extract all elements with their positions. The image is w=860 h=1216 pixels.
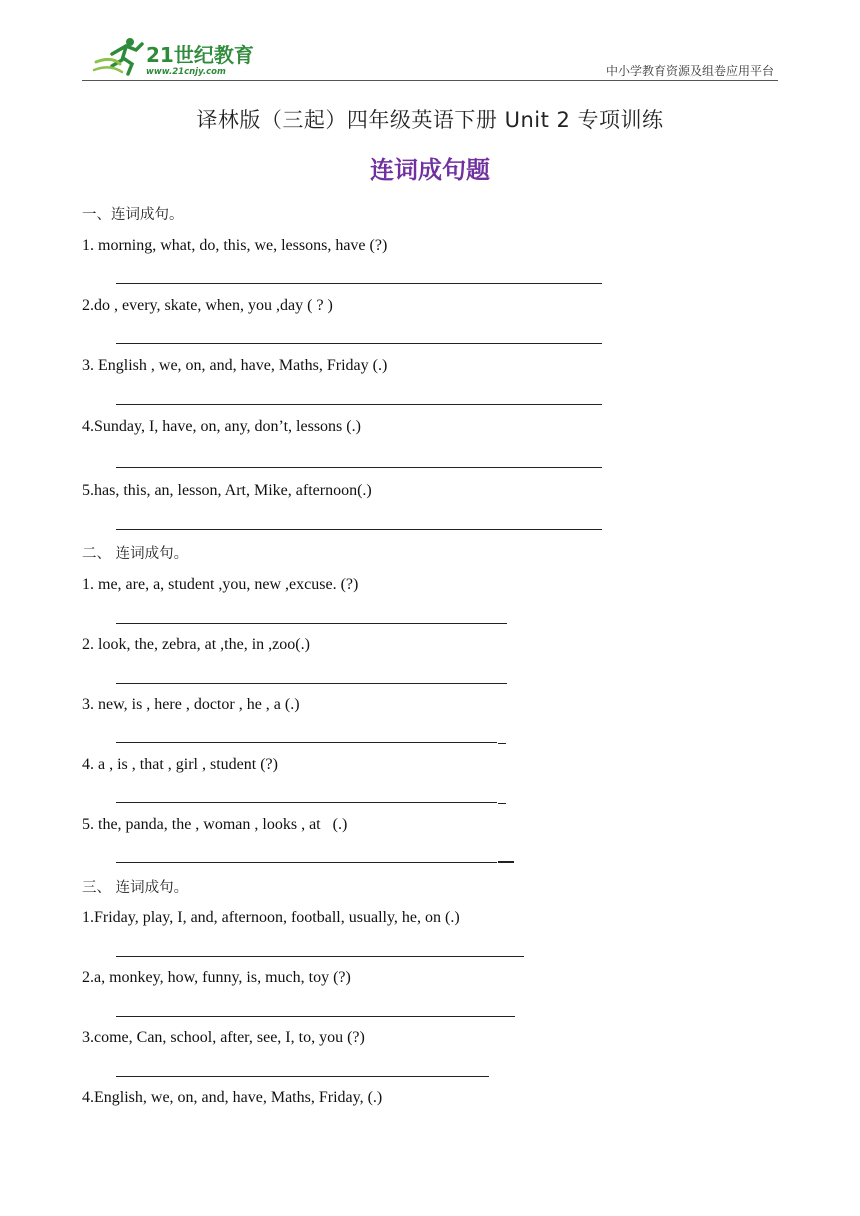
logo-url: www.21cnjy.com — [146, 67, 226, 77]
question-2-3: 3. new, is , here , doctor , he , a (.) — [82, 696, 300, 713]
header-divider — [82, 80, 778, 81]
page-title: 译林版（三起）四年级英语下册 Unit 2 专项训练 — [196, 108, 664, 132]
question-2-1: 1. me, are, a, student ,you, new ,excuse. (?) — [82, 576, 359, 593]
answer-line-tail — [498, 803, 506, 804]
answer-line — [116, 529, 602, 530]
runner-icon — [94, 38, 142, 74]
answer-line — [116, 343, 602, 344]
section-3-heading: 三、 连词成句。 — [82, 880, 189, 896]
answer-line-tail — [498, 743, 506, 744]
answer-line — [116, 742, 497, 743]
logo — [92, 34, 262, 80]
question-2-5: 5. the, panda, the , woman , looks , at (.) — [82, 816, 348, 833]
question-1-3: 3. English , we, on, and, have, Maths, Friday (.) — [82, 357, 388, 374]
question-3-4: 4.English, we, on, and, have, Maths, Friday, (.) — [82, 1089, 383, 1106]
question-1-5: 5.has, this, an, lesson, Art, Mike, afternoon(.) — [82, 482, 372, 499]
answer-line — [116, 1076, 489, 1077]
answer-line — [116, 404, 602, 405]
question-1-1: 1. morning, what, do, this, we, lessons, have (?) — [82, 237, 388, 254]
page-subtitle: 连词成句题 — [370, 156, 490, 184]
answer-line — [116, 623, 507, 624]
answer-line — [116, 802, 497, 803]
question-3-2: 2.a, monkey, how, funny, is, much, toy (?) — [82, 969, 351, 986]
answer-line — [116, 683, 507, 684]
question-3-3: 3.come, Can, school, after, see, I, to, you (?) — [82, 1029, 365, 1046]
logo-text: 21世纪教育 — [146, 43, 254, 67]
answer-line — [116, 862, 497, 863]
section-2-heading: 二、 连词成句。 — [82, 546, 189, 562]
section-1-heading: 一、连词成句。 — [82, 207, 184, 223]
header-platform-text: 中小学教育资源及组卷应用平台 — [605, 64, 774, 78]
answer-line — [116, 1016, 515, 1017]
answer-line-tail — [498, 861, 514, 863]
question-1-2: 2.do , every, skate, when, you ,day ( ? ) — [82, 297, 333, 314]
question-1-4: 4.Sunday, I, have, on, any, don’t, lessons (.) — [82, 418, 361, 435]
answer-line — [116, 956, 524, 957]
answer-line — [116, 467, 602, 468]
question-2-4: 4. a , is , that , girl , student (?) — [82, 756, 278, 773]
question-2-2: 2. look, the, zebra, at ,the, in ,zoo(.) — [82, 636, 310, 653]
question-3-1: 1.Friday, play, I, and, afternoon, football, usually, he, on (.) — [82, 909, 460, 926]
answer-line — [116, 283, 602, 284]
